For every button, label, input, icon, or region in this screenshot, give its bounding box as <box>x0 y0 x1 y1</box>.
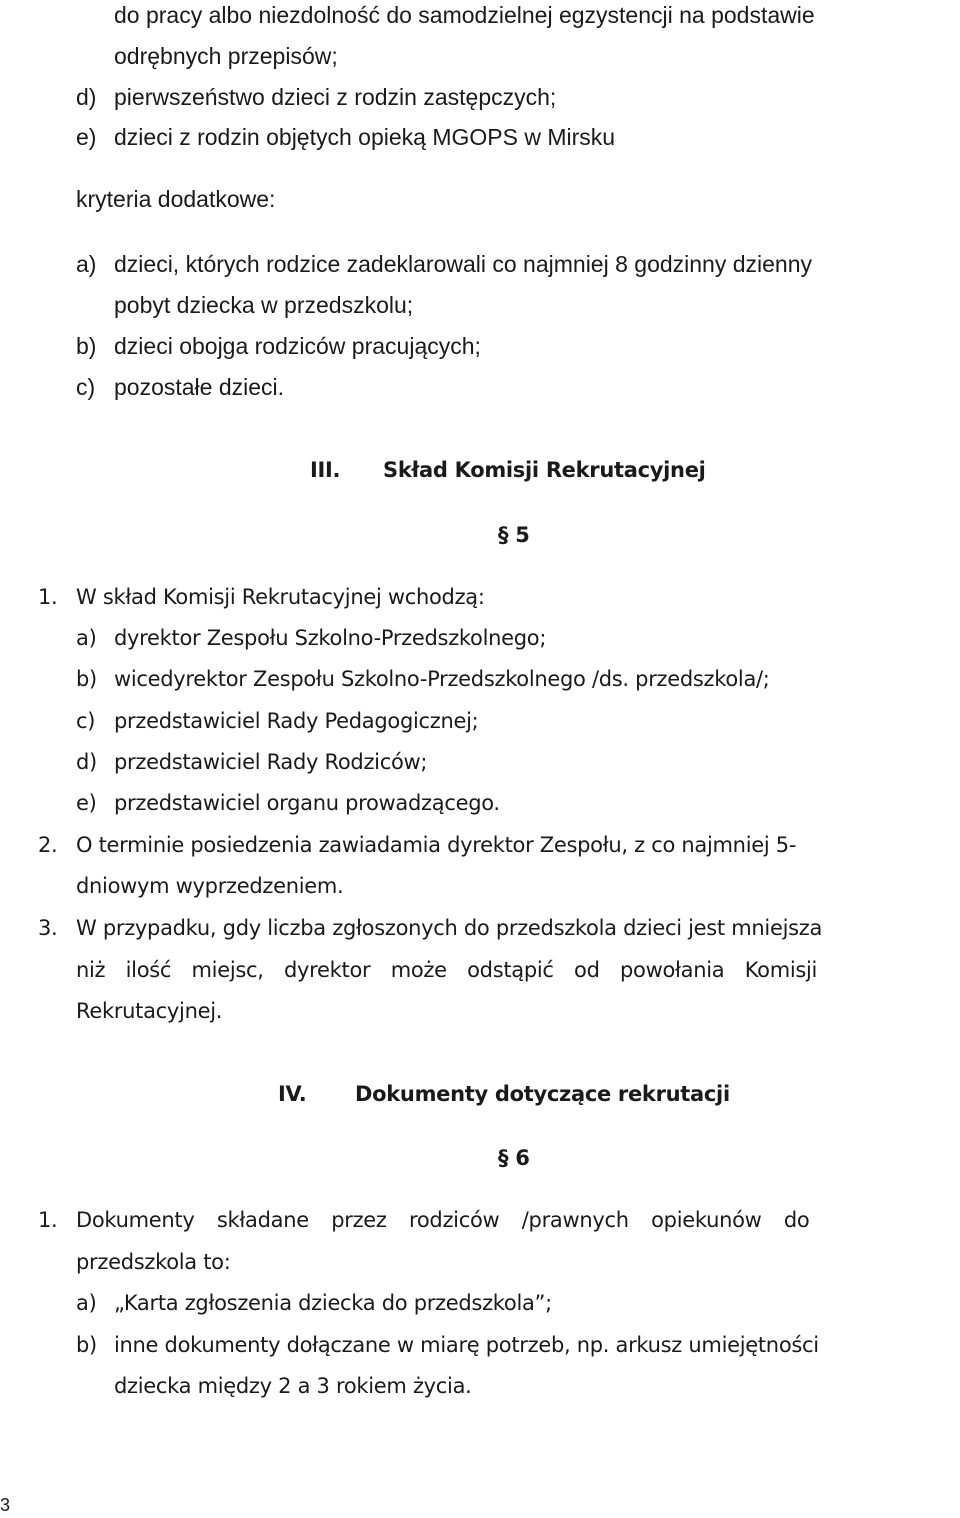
list-item-text: Rekrutacyjnej. <box>76 999 223 1023</box>
list-item-text: „Karta zgłoszenia dziecka do przedszkola”; <box>114 1291 552 1315</box>
list-item-text: przedszkola to: <box>76 1250 231 1274</box>
text-line: do pracy albo niezdolność do samodzielnej egzystencji na podstawie <box>114 2 815 28</box>
list-item-text: wicedyrektor Zespołu Szkolno-Przedszkolnego /ds. przedszkola/; <box>114 667 770 691</box>
list-item-text: niż ilość miejsc, dyrektor może odstąpić od powołania Komisji <box>76 958 818 982</box>
list-label: b) <box>76 1333 97 1357</box>
list-label: d) <box>76 750 97 774</box>
section-numeral: IV. <box>278 1082 307 1106</box>
list-label: e) <box>76 124 97 150</box>
list-item-text: przedstawiciel Rady Pedagogicznej; <box>114 709 479 733</box>
list-item-text: dyrektor Zespołu Szkolno-Przedszkolnego; <box>114 626 547 650</box>
section-title: Skład Komisji Rekrutacyjnej <box>383 458 706 482</box>
list-item-text: dniowym wyprzedzeniem. <box>76 874 344 898</box>
list-label: a) <box>76 626 97 650</box>
list-item-text: Dokumenty składane przez rodziców /prawnych opiekunów do <box>76 1208 810 1232</box>
list-item-text: pozostałe dzieci. <box>114 374 285 400</box>
list-number: 1. <box>38 1208 58 1232</box>
list-label: a) <box>76 251 97 277</box>
list-item-text: dziecka między 2 a 3 rokiem życia. <box>114 1374 472 1398</box>
list-item-text: dzieci z rodzin objętych opieką MGOPS w Mirsku <box>114 124 616 150</box>
paragraph-symbol: § 6 <box>498 1146 530 1170</box>
list-number: 3. <box>38 916 58 940</box>
list-item-text: przedstawiciel Rady Rodziców; <box>114 750 428 774</box>
section-title: Dokumenty dotyczące rekrutacji <box>355 1082 730 1106</box>
text-line: odrębnych przepisów; <box>114 43 338 69</box>
list-label: e) <box>76 791 97 815</box>
criteria-heading: kryteria dodatkowe: <box>76 186 276 212</box>
paragraph-symbol: § 5 <box>498 523 530 547</box>
list-item-text: przedstawiciel organu prowadzącego. <box>114 791 500 815</box>
list-item-text: pierwszeństwo dzieci z rodzin zastępczych; <box>114 84 557 110</box>
page-number: 3 <box>0 1495 11 1515</box>
list-item-text: dzieci, których rodzice zadeklarowali co najmniej 8 godzinny dzienny <box>114 251 813 277</box>
list-number: 2. <box>38 833 58 857</box>
list-item-text: W skład Komisji Rekrutacyjnej wchodzą: <box>76 585 485 609</box>
list-number: 1. <box>38 585 58 609</box>
list-label: d) <box>76 84 97 110</box>
section-numeral: III. <box>310 458 341 482</box>
list-item-text: O terminie posiedzenia zawiadamia dyrektor Zespołu, z co najmniej 5- <box>76 833 797 857</box>
list-item-text: dzieci obojga rodziców pracujących; <box>114 333 481 359</box>
list-label: a) <box>76 1291 97 1315</box>
list-label: c) <box>76 709 96 733</box>
list-item-text: inne dokumenty dołączane w miarę potrzeb, np. arkusz umiejętności <box>114 1333 819 1357</box>
list-label: c) <box>76 374 96 400</box>
list-item-text: pobyt dziecka w przedszkolu; <box>114 292 414 318</box>
list-label: b) <box>76 333 97 359</box>
list-label: b) <box>76 667 97 691</box>
list-item-text: W przypadku, gdy liczba zgłoszonych do przedszkola dzieci jest mniejsza <box>76 916 823 940</box>
